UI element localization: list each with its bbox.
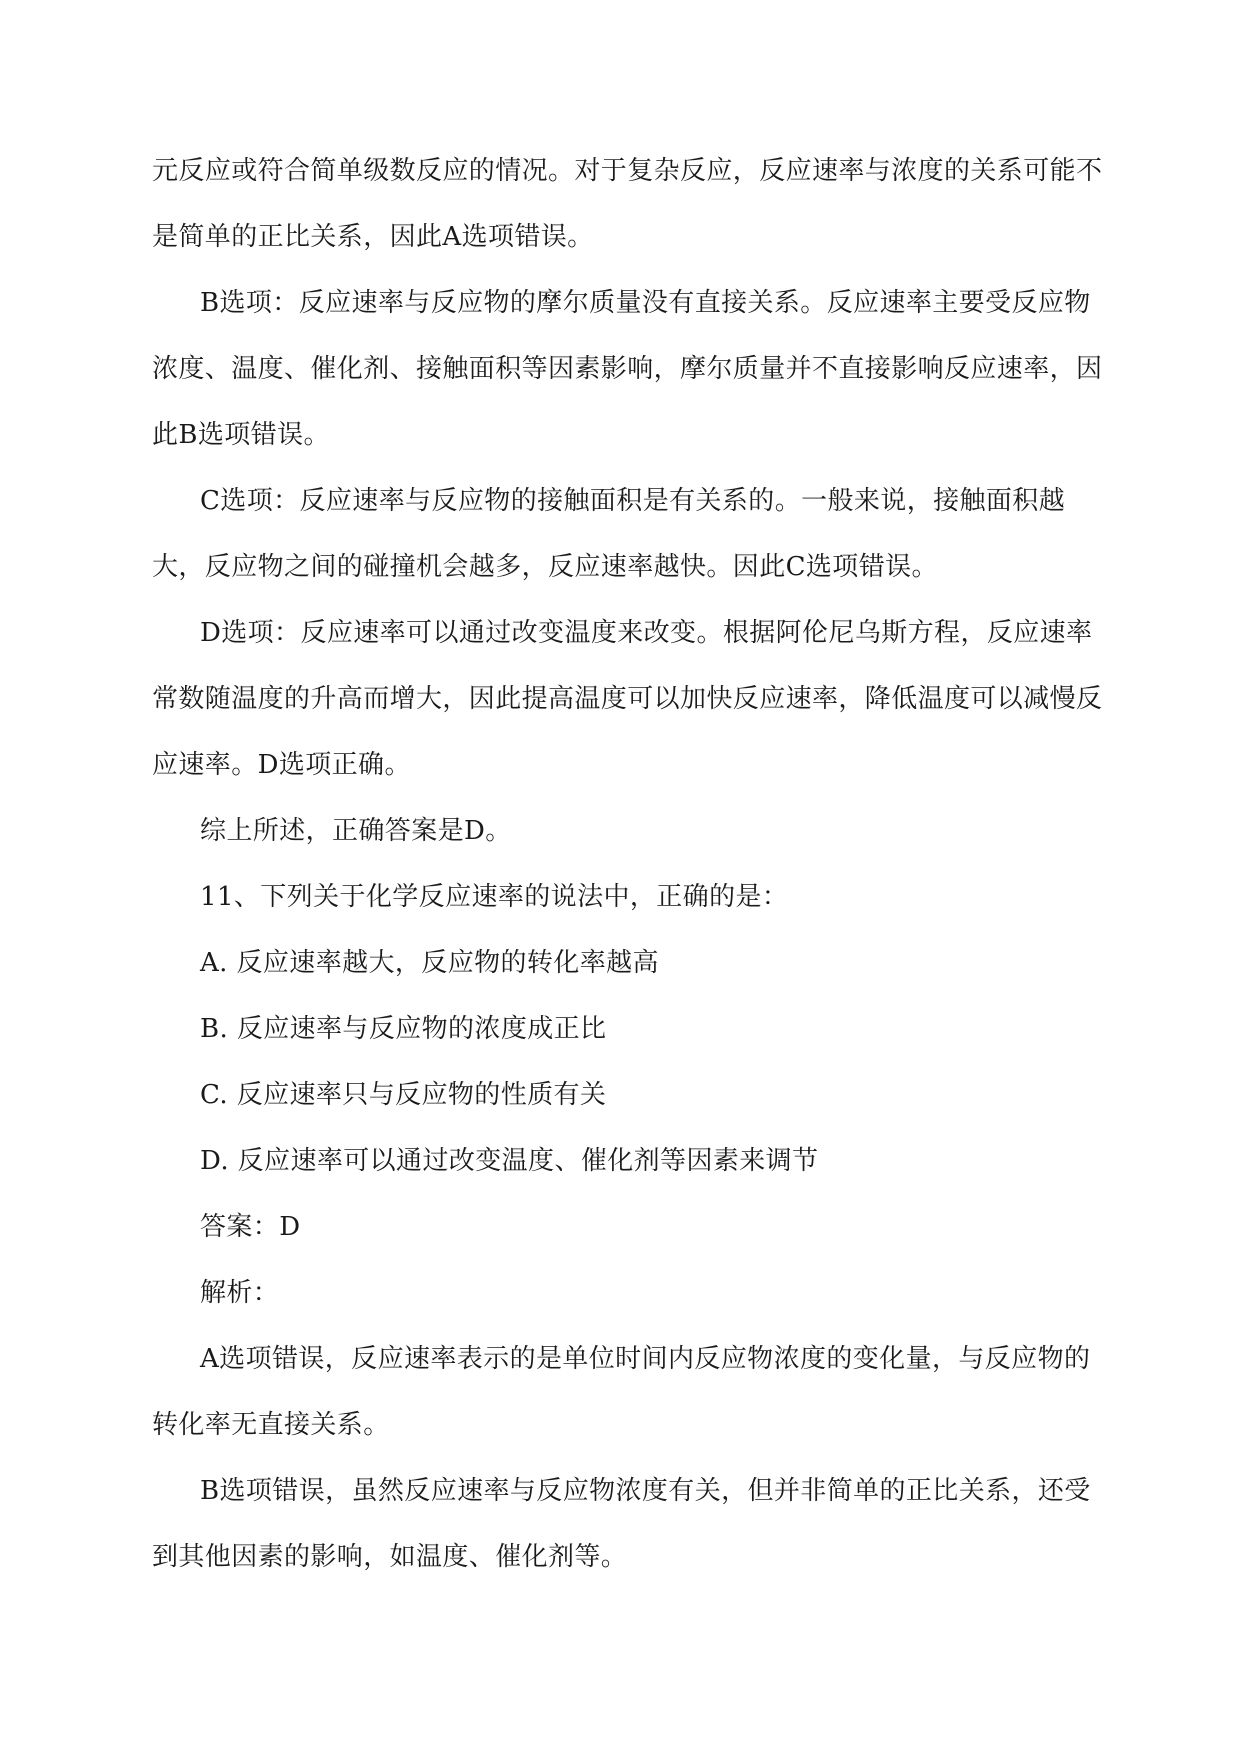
paragraph-continuation: 元反应或符合简单级数反应的情况。对于复杂反应，反应速率与浓度的关系可能不是简单的正比关系，因此A选项错误。 [152,156,1103,252]
answer-line: 答案：D [200,1212,301,1242]
question-11-option-d: D. 反应速率可以通过改变温度、催化剂等因素来调节 [200,1146,819,1176]
question-11-option-b: B. 反应速率与反应物的浓度成正比 [200,1014,607,1044]
question-11-option-c: C. 反应速率只与反应物的性质有关 [200,1080,607,1110]
paragraph-conclusion: 综上所述，正确答案是D。 [200,816,512,846]
paragraph-option-d-explanation: D选项：反应速率可以通过改变温度来改变。根据阿伦尼乌斯方程，反应速率常数随温度的升高而增大，因此提高温度可以加快反应速率，降低温度可以减慢反应速率。D选项正确。 [152,618,1103,780]
analysis-option-b: B选项错误，虽然反应速率与反应物浓度有关，但并非简单的正比关系，还受到其他因素的影响，如温度、催化剂等。 [152,1476,1091,1572]
analysis-option-a: A选项错误，反应速率表示的是单位时间内反应物浓度的变化量，与反应物的转化率无直接关系。 [152,1344,1091,1440]
paragraph-option-b-explanation: B选项：反应速率与反应物的摩尔质量没有直接关系。反应速率主要受反应物浓度、温度、催化剂、接触面积等因素影响，摩尔质量并不直接影响反应速率，因此B选项错误。 [152,288,1103,450]
question-11-option-a: A. 反应速率越大，反应物的转化率越高 [200,948,659,978]
question-11: 11、下列关于化学反应速率的说法中，正确的是： [200,882,789,912]
paragraph-option-c-explanation: C选项：反应速率与反应物的接触面积是有关系的。一般来说，接触面积越大，反应物之间的碰撞机会越多，反应速率越快。因此C选项错误。 [152,486,1066,582]
analysis-heading: 解析： [200,1278,280,1308]
document-body [152,138,1112,1590]
